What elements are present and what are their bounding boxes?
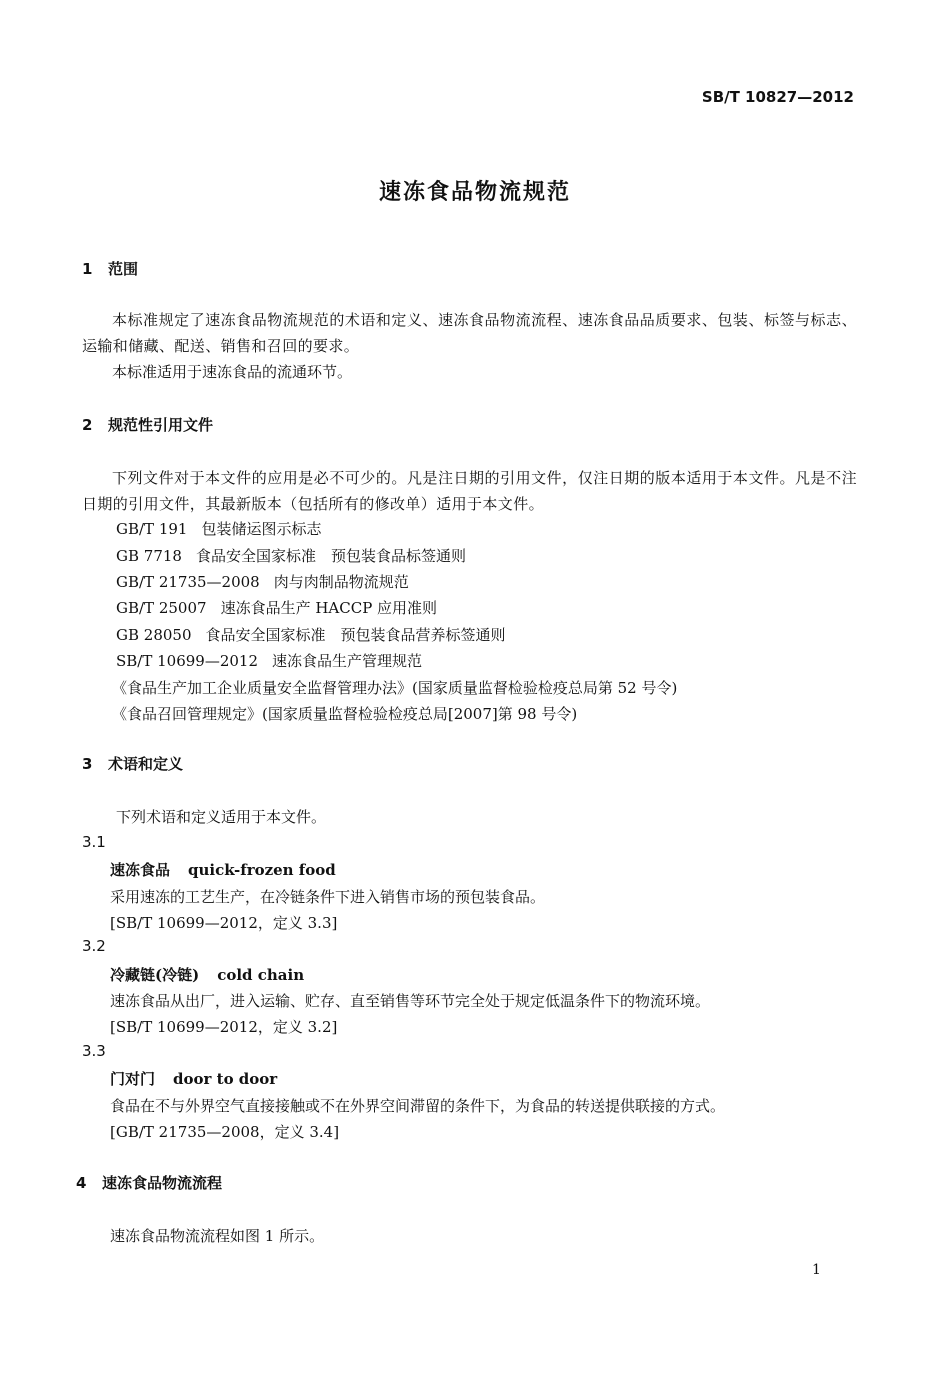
term-heading [110, 1068, 277, 1089]
reference-code: GB 28050 [116, 626, 192, 644]
reference-title: 速冻食品生产管理规范 [272, 652, 423, 670]
standard-code: SB/T 10827—2012 [701, 88, 854, 106]
section-title: 速冻食品物流流程 [102, 1174, 223, 1192]
reference-code: GB/T 191 [116, 520, 188, 538]
section-4-paragraph: 速冻食品物流流程如图 1 所示。 [110, 1227, 325, 1245]
reference-title: 肉与肉制品物流规范 [273, 573, 409, 591]
page-title: 速冻食品物流规范 [378, 180, 571, 205]
section-1-paragraph-1: 本标准规定了速冻食品物流规范的术语和定义、速冻食品物流流程、速冻食品品质要求、包装、标签与标志、运输和储藏、配送、销售和召回的要求。 [82, 311, 857, 355]
section-number: 3 [82, 755, 93, 773]
section-1-heading [82, 258, 138, 279]
section-2-heading [82, 414, 213, 435]
section-4-heading [76, 1172, 222, 1193]
section-title: 术语和定义 [108, 755, 184, 773]
term-chinese: 速冻食品 [110, 861, 171, 879]
reference-item [116, 597, 437, 618]
reference-code: GB 7718 [116, 547, 182, 565]
section-number: 1 [82, 260, 93, 278]
term-source: [SB/T 10699—2012，定义 3.3] [110, 914, 338, 932]
reference-code: GB/T 21735—2008 [116, 573, 260, 591]
subsection-number: 3.3 [82, 1042, 106, 1060]
regulation-item: 《食品生产加工企业质量安全监督管理办法》(国家质量监督检验检疫总局第 52 号令) [112, 679, 678, 697]
term-chinese: 门对门 [110, 1070, 156, 1088]
reference-title: 食品安全国家标准 预包装食品营养标签通则 [205, 626, 506, 644]
section-title: 范围 [108, 260, 139, 278]
reference-item [116, 650, 422, 671]
term-source: [GB/T 21735—2008，定义 3.4] [110, 1123, 340, 1141]
subsection-number: 3.1 [82, 833, 106, 851]
term-english: door to door [173, 1070, 278, 1088]
term-english: quick-frozen food [188, 861, 336, 879]
section-1-paragraph-2: 本标准适用于速冻食品的流通环节。 [112, 363, 353, 381]
page-number: 1 [812, 1262, 821, 1278]
reference-code: SB/T 10699—2012 [116, 652, 259, 670]
reference-title: 包装储运图示标志 [201, 520, 322, 538]
section-3-intro: 下列术语和定义适用于本文件。 [116, 808, 327, 826]
reference-code: GB/T 25007 [116, 599, 207, 617]
term-chinese: 冷藏链(冷链) [110, 966, 200, 984]
reference-item [116, 571, 409, 592]
section-number: 2 [82, 416, 93, 434]
term-definition: 速冻食品从出厂，进入运输、贮存、直至销售等环节完全处于规定低温条件下的物流环境。 [110, 992, 711, 1010]
term-definition: 食品在不与外界空气直接接触或不在外界空间滞留的条件下，为食品的转送提供联接的方式。 [110, 1097, 726, 1115]
reference-item [116, 545, 466, 566]
section-title: 规范性引用文件 [108, 416, 214, 434]
term-heading [110, 964, 304, 985]
term-heading [110, 859, 336, 880]
reference-item [116, 624, 506, 645]
term-definition: 采用速冻的工艺生产，在冷链条件下进入销售市场的预包装食品。 [110, 888, 546, 906]
term-source: [SB/T 10699—2012，定义 3.2] [110, 1018, 338, 1036]
reference-item [116, 518, 321, 539]
section-2-intro: 下列文件对于本文件的应用是必不可少的。凡是注日期的引用文件，仅注日期的版本适用于本文件。凡是不注日期的引用文件，其最新版本（包括所有的修改单）适用于本文件。 [82, 469, 857, 513]
regulation-item: 《食品召回管理规定》(国家质量监督检验检疫总局[2007]第 98 号令) [112, 705, 578, 723]
reference-title: 食品安全国家标准 预包装食品标签通则 [195, 547, 466, 565]
term-english: cold chain [217, 966, 305, 984]
section-3-heading [82, 753, 183, 774]
section-number: 4 [76, 1174, 87, 1192]
subsection-number: 3.2 [82, 937, 106, 955]
reference-title: 速冻食品生产 HACCP 应用准则 [220, 599, 438, 617]
